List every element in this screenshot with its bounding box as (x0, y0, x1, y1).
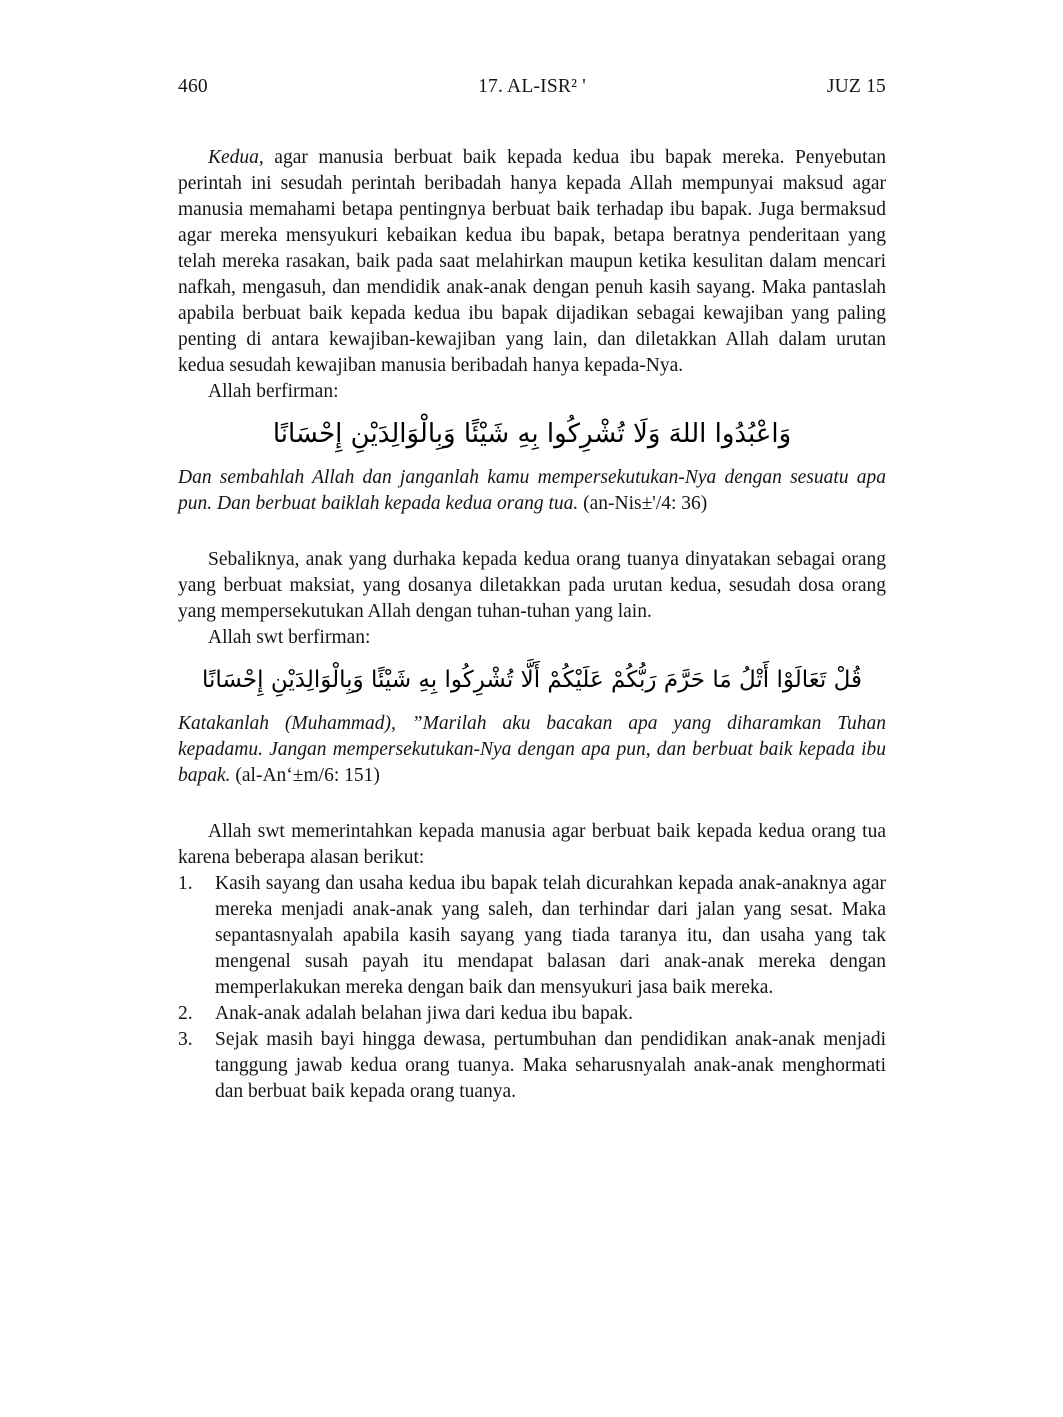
section-spacer (178, 789, 886, 819)
list-item-text: Sejak masih bayi hingga dewasa, pertumbuhan dan pendidikan anak-anak menjadi tanggung jawab kedua orang tuanya. Maka seharusnyalah anak-anak menghormati dan berbuat baik kepada orang tuanya. (215, 1029, 886, 1102)
firman-label-1: Allah berfirman: (208, 381, 339, 402)
list-item-number: 1. (178, 873, 193, 894)
list-item-text: Anak-anak adalah belahan jiwa dari kedua ibu bapak. (215, 1003, 633, 1024)
firman-label-2: Allah swt berfirman: (208, 627, 371, 648)
section-spacer (178, 517, 886, 547)
paragraph-kedua (178, 145, 886, 379)
translation-1 (178, 465, 886, 517)
list-item-number: 3. (178, 1029, 193, 1050)
list-item-number: 2. (178, 1003, 193, 1024)
reasons-list (178, 871, 886, 1105)
list-item (178, 1001, 886, 1027)
paragraph-sebaliknya: Sebaliknya, anak yang durhaka kepada kedua orang tuanya dinyatakan sebagai orang yang berbuat maksiat, yang dosanya diletakkan pada urutan kedua, sesudah dosa orang yang mempersekutukan Allah dengan tuhan-tuhan yang lain. (178, 549, 886, 622)
arabic-verse-2: قُلْ تَعَالَوْا أَتْلُ مَا حَرَّمَ رَبُّكُمْ عَلَيْكُمْ أَلَّا تُشْرِكُوا بِهِ شَيْئًا وَبِالْوَالِدَيْنِ إِحْسَانًا (202, 667, 862, 693)
page-number: 460 (178, 76, 208, 97)
translation-1-text: Dan sembahlah Allah dan janganlah kamu mempersekutukan-Nya dengan sesuatu apa pun. Dan berbuat baiklah kepada kedua orang tua. (178, 467, 886, 514)
paragraph-lead-word: Kedua (208, 147, 259, 168)
surah-title: 17. AL-ISR² ' (478, 76, 586, 97)
translation-2 (178, 711, 886, 789)
paragraph-kedua-text: , agar manusia berbuat baik kepada kedua ibu bapak mereka. Penyebutan perintah ini sesudah perintah beribadah hanya kepada Allah mempunyai maksud agar manusia memahami betapa pentingnya berbuat baik terhadap ibu bapak. Juga bermaksud agar mereka mensyukuri kebaikan kedua ibu bapak, betapa beratnya penderitaan yang telah mereka rasakan, baik pada saat melahirkan maupun ketika kesulitan dalam mencari nafkah, mengasuh, dan mendidik anak-anak dengan penuh kasih sayang. Maka pantaslah apabila berbuat baik kepada kedua ibu bapak dijadikan sebagai kewajiban yang paling penting di antara kewajiban-kewajiban yang lain, dan diletakkan Allah dalam urutan kedua sesudah kewajiban manusia beribadah hanya kepada-Nya. (178, 147, 886, 376)
list-item (178, 871, 886, 1001)
translation-2-reference: (al-An‘±m/6: 151) (235, 765, 380, 786)
translation-1-reference: (an-Nis±'/4: 36) (583, 493, 708, 514)
page-header (178, 76, 886, 98)
list-item (178, 1027, 886, 1105)
translation-2-text: Katakanlah (Muhammad), ”Marilah aku bacakan apa yang diharamkan Tuhan kepadamu. Jangan mempersekutukan-Nya dengan apa pun, dan berbuat baik kepada ibu bapak. (178, 713, 886, 786)
juz-label: JUZ 15 (826, 76, 886, 97)
list-item-text: Kasih sayang dan usaha kedua ibu bapak telah dicurahkan kepada anak-anaknya agar mereka menjadi anak-anak yang saleh, dan terhindar dari jalan yang sesat. Maka sepantasnyalah apabila kasih sayang yang tiada taranya itu, dan usaha yang tak mengenal susah payah itu mendapat balasan dari anak-anak mereka dengan memperlakukan mereka dengan baik dan mensyukuri jasa baik mereka. (215, 873, 886, 998)
arabic-verse-1: وَاعْبُدُوا اللهَ وَلَا تُشْرِكُوا بِهِ شَيْئًا وَبِالْوَالِدَيْنِ إِحْسَانًا (272, 419, 792, 449)
paragraph-alasan-intro: Allah swt memerintahkan kepada manusia agar berbuat baik kepada kedua orang tua karena beberapa alasan berikut: (178, 821, 886, 868)
